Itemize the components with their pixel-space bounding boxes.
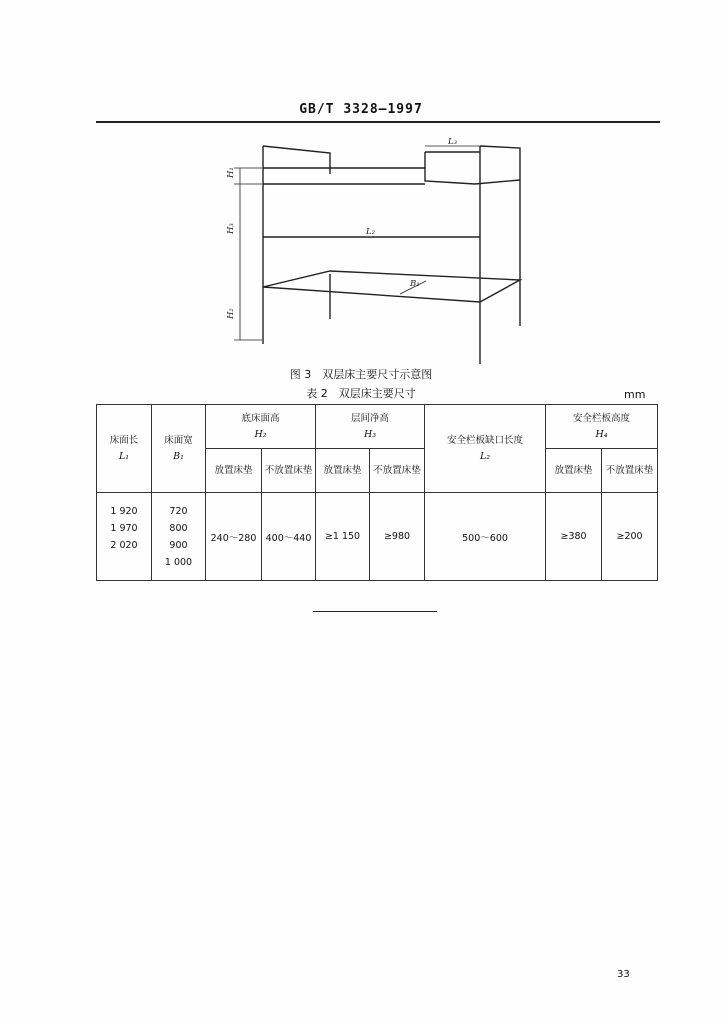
h3-with-mattress-value: ≥1 150 (316, 493, 370, 581)
label-H2: H₂ (226, 308, 236, 319)
lower-deck (263, 271, 520, 302)
end-rule (313, 611, 437, 612)
page-header-code: GB/T 3328—1997 (299, 102, 423, 117)
label-L2: L₂ (366, 227, 376, 237)
header-bottom-height: 底床面高 H₂ (206, 405, 316, 449)
page-number: 33 (617, 969, 630, 980)
subheader-without-mattress: 不放置床垫 (262, 449, 316, 493)
subheader-without-mattress: 不放置床垫 (602, 449, 658, 493)
right-post (480, 146, 520, 364)
subheader-without-mattress: 不放置床垫 (370, 449, 425, 493)
dim-h1 (234, 168, 262, 184)
table-caption: 表 2 双层床主要尺寸 (306, 387, 416, 400)
lengths-cell: 1 920 1 970 2 020 (97, 493, 152, 581)
h4-without-mattress-value: ≥200 (602, 493, 658, 581)
upper-deck (263, 168, 520, 184)
subheader-with-mattress: 放置床垫 (546, 449, 602, 493)
dimensions-table (96, 404, 658, 581)
dim-h2 (234, 287, 262, 340)
label-B1: B₁ (410, 279, 420, 289)
subheader-with-mattress: 放置床垫 (206, 449, 262, 493)
header-length: 床面长 L₁ (97, 405, 152, 493)
widths-cell: 720 800 900 1 000 (152, 493, 206, 581)
left-post (263, 146, 330, 344)
header-rail-height: 安全栏板高度 H₄ (546, 405, 658, 449)
header-rule (96, 121, 660, 123)
guard-rail (425, 152, 480, 168)
subheader-with-mattress: 放置床垫 (316, 449, 370, 493)
h4-with-mattress-value: ≥380 (546, 493, 602, 581)
h3-without-mattress-value: ≥980 (370, 493, 425, 581)
figure-caption: 图 3 双层床主要尺寸示意图 (289, 368, 433, 381)
bunk-bed-diagram (220, 134, 540, 366)
header-rail-gap: 安全栏板缺口长度 L₂ (425, 405, 546, 493)
label-H3: H₃ (226, 223, 236, 234)
label-L3: L₃ (448, 137, 458, 147)
label-H1: H₁ (226, 167, 236, 178)
h2-without-mattress-value: 400～440 (262, 493, 316, 581)
header-width: 床面宽 B₁ (152, 405, 206, 493)
h2-with-mattress-value: 240～280 (206, 493, 262, 581)
l2-value: 500～600 (425, 493, 546, 581)
header-clear-height: 层间净高 H₃ (316, 405, 425, 449)
table-unit: mm (624, 388, 646, 401)
